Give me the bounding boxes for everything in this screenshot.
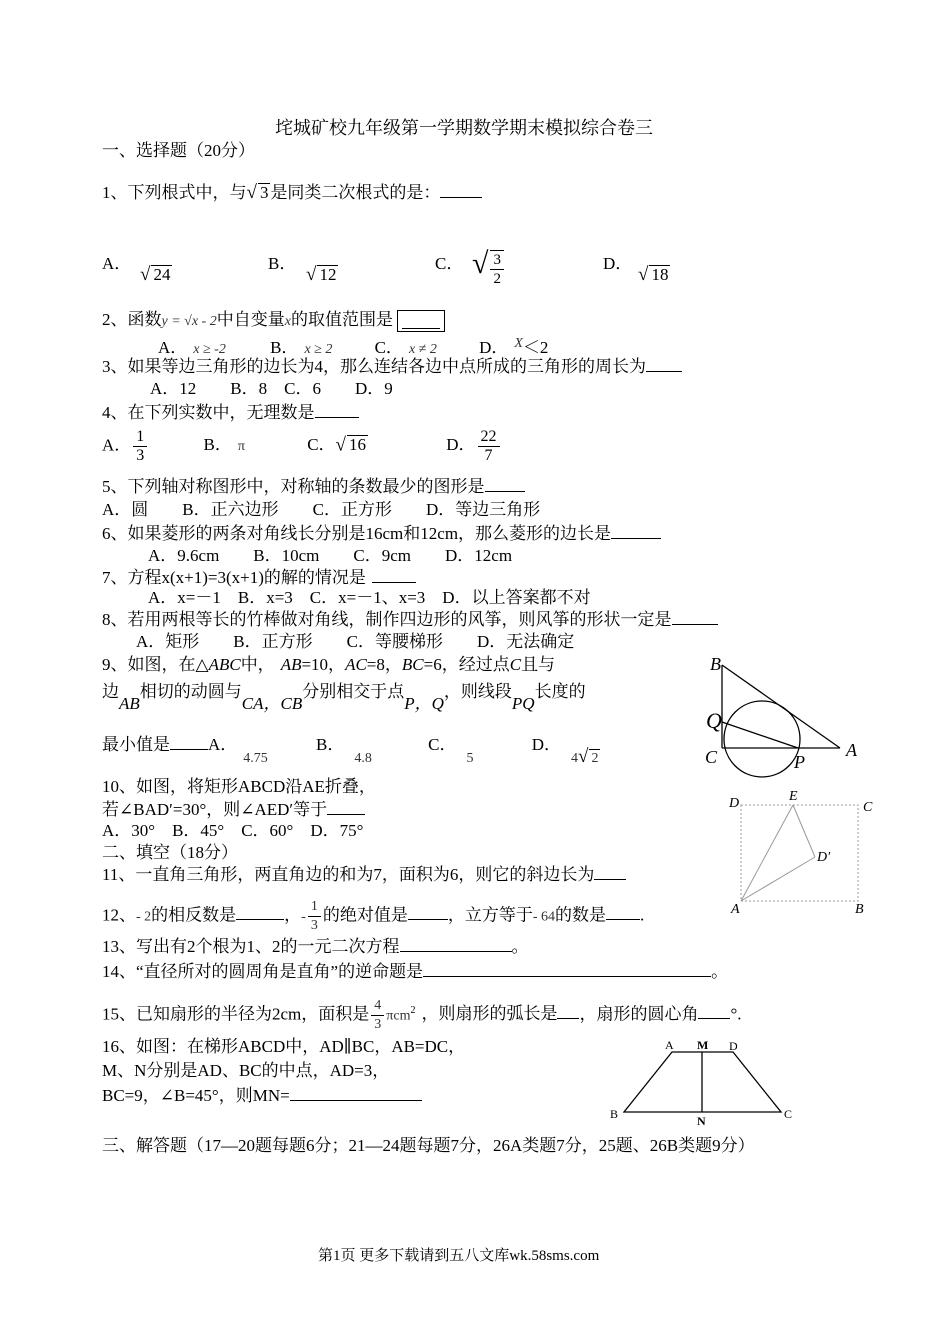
q10-answer-blank[interactable] [327, 798, 365, 815]
q9-d-radicand: 2 [591, 751, 599, 766]
q16-label-b: B [610, 1107, 619, 1121]
q12-denominator: 3 [310, 918, 318, 933]
q7-answer-blank[interactable] [372, 566, 416, 583]
q9-label-q: Q [706, 708, 722, 733]
q9-segment-pq [722, 722, 798, 748]
page-title: 垞城矿校九年级第一学期数学期末模拟综合卷三 [275, 118, 653, 138]
q9-text-g: ，则线段 [443, 682, 512, 701]
q4-a-denominator: 3 [136, 447, 145, 464]
q1-tail: 是同类二次根式的是： [270, 183, 441, 202]
q2-d-var: X [514, 336, 523, 351]
q9-c-label: C． [428, 735, 457, 754]
q12-text-c: ，立方等于 [447, 905, 533, 925]
q14-tail: 。 [711, 962, 729, 981]
q12-text-b: 的绝对值是 [322, 905, 408, 925]
question-12 [102, 898, 644, 935]
q2-b-expr: x ≥ 2 [304, 342, 333, 357]
q11-answer-blank[interactable] [594, 863, 626, 880]
q6-text: 6、如果菱形的两条对角线长分别是16cm和12cm，那么菱形的边长是 [102, 524, 612, 543]
q13-tail: 。 [511, 937, 529, 956]
q15-answer-blank-2[interactable] [698, 1002, 730, 1019]
q9-c: C [509, 655, 522, 674]
q9-pq2: PQ [511, 694, 535, 713]
q8-text: 8、若用两根等长的竹棒做对角线，制作四边形的风筝，则风筝的形状一定是 [102, 610, 672, 629]
q4-text: 4、在下列实数中，无理数是 [102, 403, 315, 422]
q4-c-radicand: 16 [348, 435, 366, 455]
q8-answer-blank[interactable] [672, 608, 718, 625]
q10-label-dprime: D′ [817, 850, 831, 865]
section-3-heading: 三、解答题（17—20题每题6分；21—24题每题7分，26A类题7分，25题、26B类题9分） [102, 1136, 755, 1155]
q6-answer-blank[interactable] [611, 522, 661, 539]
q5-text: 5、下列轴对称图形中，对称轴的条数最少的图形是 [102, 477, 485, 496]
q16-label-c: C [784, 1107, 793, 1121]
q16-figure [605, 1040, 805, 1130]
q1-option-a-value: √ 24 [140, 264, 171, 285]
q9-text-e: 相切的动圆与 [139, 682, 242, 701]
q16-label-d: D [729, 1040, 738, 1053]
q13-text: 13、写出有2个根为1、2的一元二次方程 [102, 937, 400, 956]
q5-options: A．圆 B．正六边形 C．正方形 D．等边三角形 [102, 500, 541, 519]
q10-line-ad [741, 857, 815, 901]
q15-denominator: 3 [374, 1017, 382, 1032]
question-15 [102, 997, 742, 1034]
q1-d-radicand: 18 [651, 265, 669, 284]
q1-answer-blank[interactable] [440, 181, 482, 198]
q15-answer-blank-1[interactable] [557, 1002, 579, 1019]
q15-exponent: 2 [410, 1004, 416, 1016]
q9-b-value: 4.8 [354, 751, 372, 766]
q10-label-e: E [789, 789, 798, 804]
q1-radicand: 3 [259, 183, 269, 202]
question-16-line-1: 16、如图：在梯形ABCD中，AD∥BC，AB=DC， [102, 1037, 466, 1056]
q14-text: 14、“直径所对的圆周角是直角”的逆命题是 [102, 962, 424, 981]
page-footer: 第1页 更多下载请到五八文库wk.58sms.com [318, 1248, 600, 1264]
q9-d-coef: 4 [571, 751, 578, 766]
q4-b-label: B． [203, 435, 232, 455]
q4-answer-blank[interactable] [315, 401, 359, 418]
q8-options: A．矩形 B．正方形 C．等腰梯形 D．无法确定 [136, 632, 575, 651]
q1-option-b-value: √ 12 [306, 264, 337, 285]
q12-value-1: - 2 [136, 909, 152, 925]
q11-text: 11、一直角三角形，两直角边的和为7，面积为6，则它的斜边长为 [102, 865, 595, 884]
q6-options: A．9.6cm B．10cm C．9cm D．12cm [148, 546, 513, 565]
q3-answer-blank[interactable] [646, 355, 682, 372]
q12-number: 12、 [102, 905, 136, 925]
q4-a-label: A． [102, 435, 132, 455]
section-2-heading: 二、填空（18分） [102, 843, 238, 862]
q9-label-c: C [705, 747, 718, 767]
q3-text: 3、如果等边三角形的边长为4，那么连结各边中点所成的三角形的周长为 [102, 357, 646, 376]
question-13 [102, 935, 529, 958]
q9-bc: BC [401, 655, 424, 674]
q12-minus: - [301, 909, 306, 925]
q4-a-numerator: 1 [133, 428, 147, 447]
q12-period: . [640, 905, 645, 925]
q15-text-a: 15、已知扇形的半径为2cm，面积是 [102, 1004, 370, 1024]
q10-label-c: C [863, 800, 873, 815]
q1-option-c [435, 253, 463, 275]
q10-line-ae [741, 805, 793, 901]
q16-label-m: M [697, 1040, 709, 1052]
q10-label-b: B [855, 902, 864, 917]
q9-label-a: A [846, 740, 857, 760]
q15-numerator: 4 [371, 997, 384, 1016]
q9-c-value: 5 [466, 751, 474, 766]
q4-b-value: π [237, 439, 245, 455]
q16-answer-blank[interactable] [290, 1084, 422, 1101]
q7-text: 7、方程x(x+1)=3(x+1)的解的情况是 [102, 568, 366, 587]
question-7 [102, 566, 416, 589]
q9-label-p: P [794, 752, 805, 772]
q9-text-f: 分别相交于点 [302, 682, 405, 701]
q1-c-denominator: 2 [493, 271, 501, 287]
q5-answer-blank[interactable] [485, 475, 525, 492]
q2-text: 2、函数 [102, 310, 162, 329]
q13-answer-blank[interactable] [400, 935, 512, 952]
q10-figure [725, 785, 885, 920]
q16-label-n: N [697, 1114, 706, 1128]
q10-text: 若∠BAD′=30°，则∠AED′等于 [102, 800, 328, 819]
q2-mid: 中自变量 [216, 310, 285, 329]
q9-ac: AC [345, 655, 367, 674]
q2-a-expr: x ≥ -2 [193, 342, 226, 357]
q9-text-h: 长度的 [534, 682, 586, 701]
q9-text-b: 中， [240, 655, 275, 674]
q1-option-b [268, 253, 296, 275]
q9-eq10: =10， [301, 655, 346, 674]
q9-circle [724, 701, 800, 777]
q2-d-label: D． [479, 338, 509, 357]
q1-option-a [102, 253, 131, 275]
q9-b-label: B． [316, 735, 345, 754]
question-3 [102, 355, 682, 378]
q2-answer-box[interactable] [397, 310, 445, 332]
question-9-line-2 [102, 681, 586, 715]
q4-d-denominator: 7 [484, 447, 493, 464]
q2-d-expr: ＜2 [522, 338, 549, 357]
q9-answer-blank[interactable] [170, 733, 208, 750]
q12-answer-blank-2[interactable] [408, 903, 448, 920]
q15-text-d: °. [730, 1004, 742, 1024]
question-2 [102, 309, 445, 333]
q12-text-a: 的相反数是 [151, 905, 237, 925]
q1-b-label: B． [268, 254, 297, 273]
q4-d-numerator: 22 [478, 428, 500, 447]
q9-eq8: =8， [366, 655, 402, 674]
q15-text-c: ，扇形的圆心角 [579, 1004, 699, 1024]
q9-text-c: 且与 [521, 655, 556, 674]
question-14 [102, 960, 728, 983]
q4-c-label: C． [307, 435, 336, 455]
question-9-line-3: 最小值是 A．$_{4.75}$ B．$_{4.8}$ C．$_5$ D．4√ 2 [102, 735, 599, 767]
q10-line-ed [793, 805, 815, 857]
q1-a-radicand: 24 [153, 265, 171, 284]
q14-answer-blank[interactable] [423, 960, 711, 977]
q9-d-label: D． [531, 735, 561, 754]
q7-options: A．x=－1 B．x=3 C．x=－1、x=3 D．以上答案都不对 [148, 588, 591, 607]
q1-option-c-value: √ $\frac{3}{2}$ [472, 250, 506, 288]
q16-label-a: A [665, 1040, 674, 1052]
q1-a-label: A． [102, 254, 132, 273]
q2-function: y = √x - 2 [161, 314, 217, 329]
q9-ab: AB [280, 655, 302, 674]
q12-sep: ， [284, 905, 302, 925]
q10-options: A．30° B．45° C．60° D．75° [102, 821, 364, 840]
q9-pq: P，Q [404, 694, 444, 713]
q12-text-d: 的数是 [555, 905, 607, 925]
q9-label-b: B [710, 654, 721, 674]
q9-eq6: =6，经过点 [423, 655, 510, 674]
q2-c-label: C． [374, 338, 403, 357]
q2-variable: x [284, 314, 291, 329]
question-1: 1、下列根式中，与√ 3 是同类二次根式的是： [102, 181, 482, 204]
q1-text: 1、下列根式中，与 [102, 183, 247, 202]
q15-text-b: ，则扇形的弧长是 [421, 1004, 558, 1024]
q15-unit: πcm [386, 1008, 411, 1024]
q2-a-label: A． [158, 338, 188, 357]
q1-c-numerator: 3 [490, 251, 504, 270]
q10-label-a: A [731, 902, 740, 917]
q2-b-label: B． [270, 338, 299, 357]
q4-d-label: D． [446, 435, 476, 455]
q1-c-label: C． [435, 254, 464, 273]
question-9-line-1 [102, 654, 555, 676]
q10-label-d: D [729, 796, 740, 811]
q1-option-d-value: √ 18 [638, 264, 669, 285]
question-16-line-3 [102, 1084, 422, 1107]
q12-value-2: - 64 [532, 909, 556, 925]
q9-a-value: 4.75 [243, 751, 268, 766]
question-8 [102, 608, 718, 631]
q3-options: A．12 B．8 C．6 D．9 [150, 379, 393, 398]
q1-d-label: D． [603, 254, 633, 273]
q9-a-label: A． [208, 735, 238, 754]
q2-c-expr: x ≠ 2 [408, 342, 437, 357]
section-1-heading: 一、选择题（20分） [102, 141, 255, 160]
question-16-line-2: M、N分别是AD、BC的中点，AD=3， [102, 1061, 390, 1080]
q16-text: BC=9，∠B=45°，则MN= [102, 1086, 290, 1105]
question-4 [102, 401, 359, 424]
q2-tail: 的取值范围是 [290, 310, 393, 329]
q9-triangle-name: ABC [208, 655, 241, 674]
q12-answer-blank-1[interactable] [236, 903, 284, 920]
q9-text-d: 边 [102, 682, 119, 701]
q12-answer-blank-3[interactable] [606, 903, 640, 920]
question-10-line-1: 10、如图，将矩形ABCD沿AE折叠， [102, 777, 376, 796]
q9-figure [700, 650, 870, 785]
q9-text-i: 最小值是 [102, 735, 170, 754]
q1-b-radicand: 12 [319, 265, 337, 284]
question-5 [102, 475, 525, 498]
q9-text-a: 9、如图，在△ [102, 655, 209, 674]
q1-option-d [603, 253, 632, 275]
question-6 [102, 522, 661, 545]
q4-options: A． $\frac{1}{3}$ B． π C．√ 16 D． $\frac{22}{7}$ [102, 428, 502, 465]
question-10-line-2 [102, 798, 365, 821]
question-11 [102, 863, 626, 886]
q12-numerator: 1 [308, 898, 321, 917]
q9-ab2: AB [119, 694, 140, 713]
q9-cacb: CA，CB [241, 694, 303, 713]
